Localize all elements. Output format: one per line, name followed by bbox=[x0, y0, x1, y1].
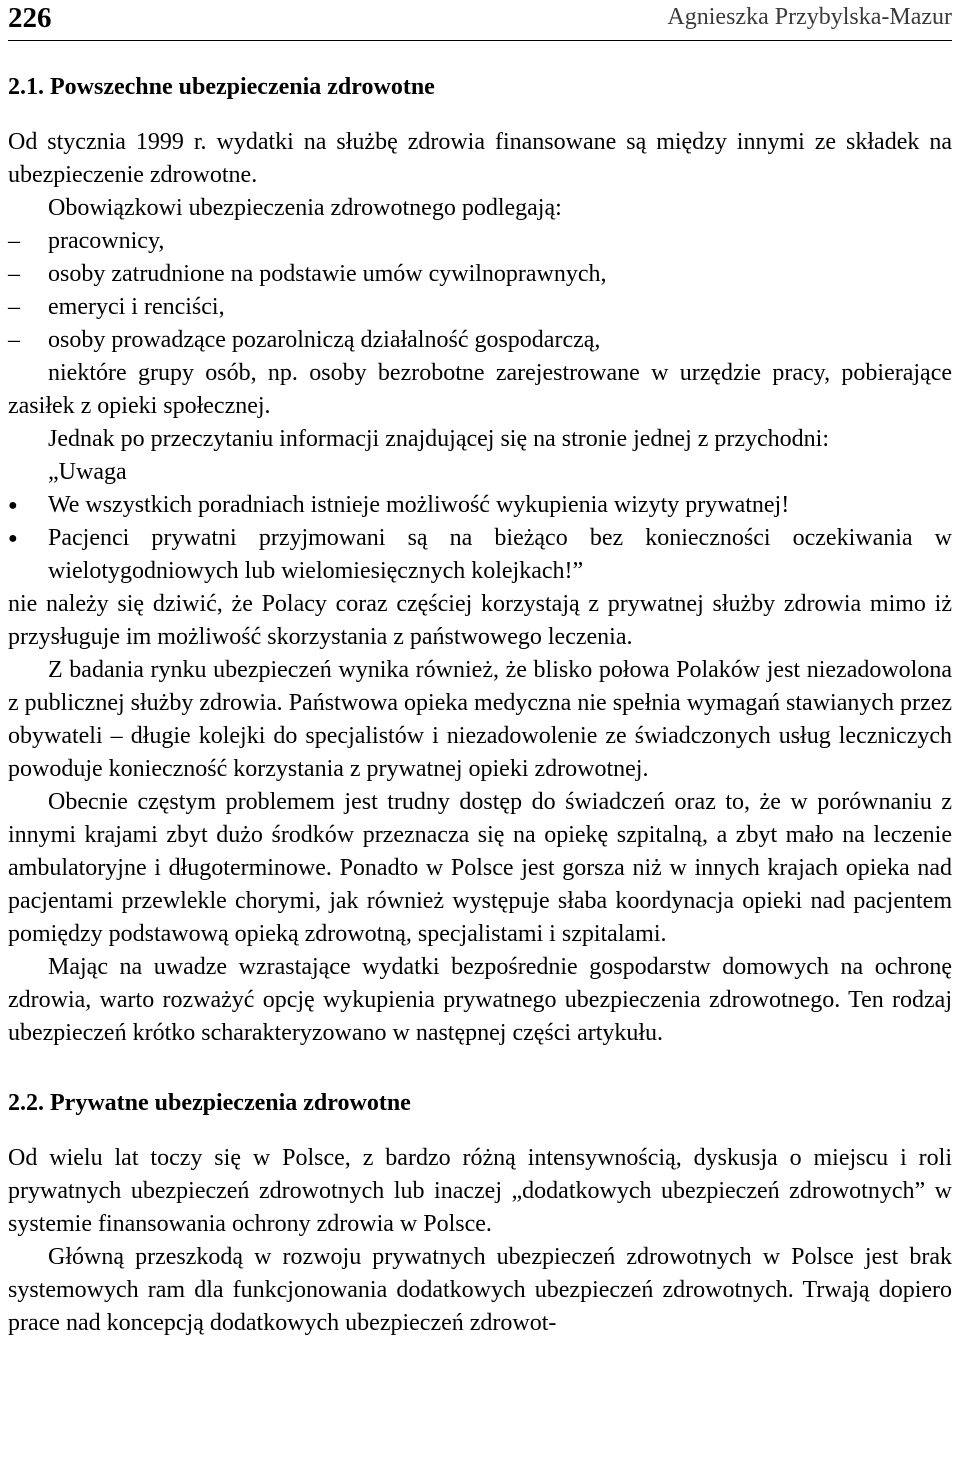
list-item: – pracownicy, bbox=[8, 225, 952, 258]
running-head-author: Agnieszka Przybylska-Mazur bbox=[667, 4, 952, 30]
paragraph-clinic-intro: Jednak po przeczytaniu informacji znajdującej się na stronie jednej z przychodni: bbox=[48, 426, 830, 452]
list-item: ● We wszystkich poradniach istnieje możliwość wykupienia wizyty prywatnej! bbox=[8, 489, 952, 522]
obligated-list bbox=[8, 225, 952, 357]
list-item: ● Pacjenci prywatni przyjmowani są na bieżąco bez konieczności oczekiwania w wielotygodniowych lub wielomiesięcznych kolejkach!” bbox=[8, 522, 952, 588]
paragraph-problem: Obecnie częstym problemem jest trudny dostęp do świadczeń oraz to, że w porównaniu z innymi krajami zbyt dużo środków przeznacza się na opiekę szpitalną, a zbyt mało na leczenie ambulatoryjne i długoterminowe. Ponadto w Polsce jest gorsza niż w innych krajach opieka nad pacjentami przewlekle chorymi, jak również występuje słaba koordynacja opieki nad pacjentem pomiędzy podstawową opieką zdrowotną, specjalistami i szpitalami. bbox=[8, 789, 952, 947]
list-item: – osoby prowadzące pozarolniczą działalność gospodarczą, bbox=[8, 324, 952, 357]
quote-list bbox=[8, 489, 952, 588]
paragraph-obstacle: Główną przeszkodą w rozwoju prywatnych ubezpieczeń zdrowotnych w Polsce jest brak systemowych ram dla funkcjonowania dodatkowych ubezpieczeń zdrowotnych. Trwają dopiero prace nad koncepcją dodatkowych ubezpieczeń zdrowot- bbox=[8, 1244, 952, 1336]
paragraph-groups: niektóre grupy osób, np. osoby bezrobotne zarejestrowane w urzędzie pracy, pobierające zasiłek z opieki społecznej. bbox=[8, 360, 952, 419]
document-body bbox=[8, 66, 952, 1340]
paragraph-after-quote: nie należy się dziwić, że Polacy coraz częściej korzystają z prywatnej służby zdrowia mimo iż przysługuje im możliwość skorzystania z państwowego leczenia. bbox=[8, 591, 952, 650]
list-item: – osoby zatrudnione na podstawie umów cywilnoprawnych, bbox=[8, 258, 952, 291]
header-rule bbox=[8, 40, 952, 41]
obligated-heading: Obowiązkowi ubezpieczenia zdrowotnego podlegają: bbox=[48, 195, 562, 221]
dash-marker: – bbox=[8, 327, 20, 353]
page-header bbox=[8, 0, 952, 44]
section-title-2-1: 2.1. Powszechne ubezpieczenia zdrowotne bbox=[8, 74, 435, 100]
page-number: 226 bbox=[8, 2, 52, 34]
bullet-icon: ● bbox=[8, 497, 18, 514]
paragraph-option: Mając na uwadze wzrastające wydatki bezpośrednie gospodarstw domowych na ochronę zdrowia, warto rozważyć opcję wykupienia prywatnego ubezpieczenia zdrowotnego. Ten rodzaj ubezpieczeń krótko scharakteryzowano w następnej części artykułu. bbox=[8, 954, 952, 1046]
quote-title: „Uwaga bbox=[48, 459, 127, 485]
dash-marker: – bbox=[8, 228, 20, 254]
dash-marker: – bbox=[8, 294, 20, 320]
section-title-2-2: 2.2. Prywatne ubezpieczenia zdrowotne bbox=[8, 1090, 411, 1116]
list-item: – emeryci i renciści, bbox=[8, 291, 952, 324]
paragraph-survey: Z badania rynku ubezpieczeń wynika również, że blisko połowa Polaków jest niezadowolona z publicznej służby zdrowia. Państwowa opieka medyczna nie spełnia wymagań stawianych przez obywateli – długie kolejki do specjalistów i niezadowolenie ze świadczonych usług leczniczych powoduje konieczność korzystania z prywatnej opieki zdrowotnej. bbox=[8, 657, 952, 782]
paragraph-discussion: Od wielu lat toczy się w Polsce, z bardzo różną intensywnością, dyskusja o miejscu i roli prywatnych ubezpieczeń zdrowotnych lub inaczej „dodatkowych ubezpieczeń zdrowotnych” w systemie finansowania ochrony zdrowia w Polsce. bbox=[8, 1145, 952, 1237]
paragraph-intro: Od stycznia 1999 r. wydatki na służbę zdrowia finansowane są między innymi ze składek na ubezpieczenie zdrowotne. bbox=[8, 129, 952, 188]
bullet-icon: ● bbox=[8, 530, 18, 547]
dash-marker: – bbox=[8, 261, 20, 287]
